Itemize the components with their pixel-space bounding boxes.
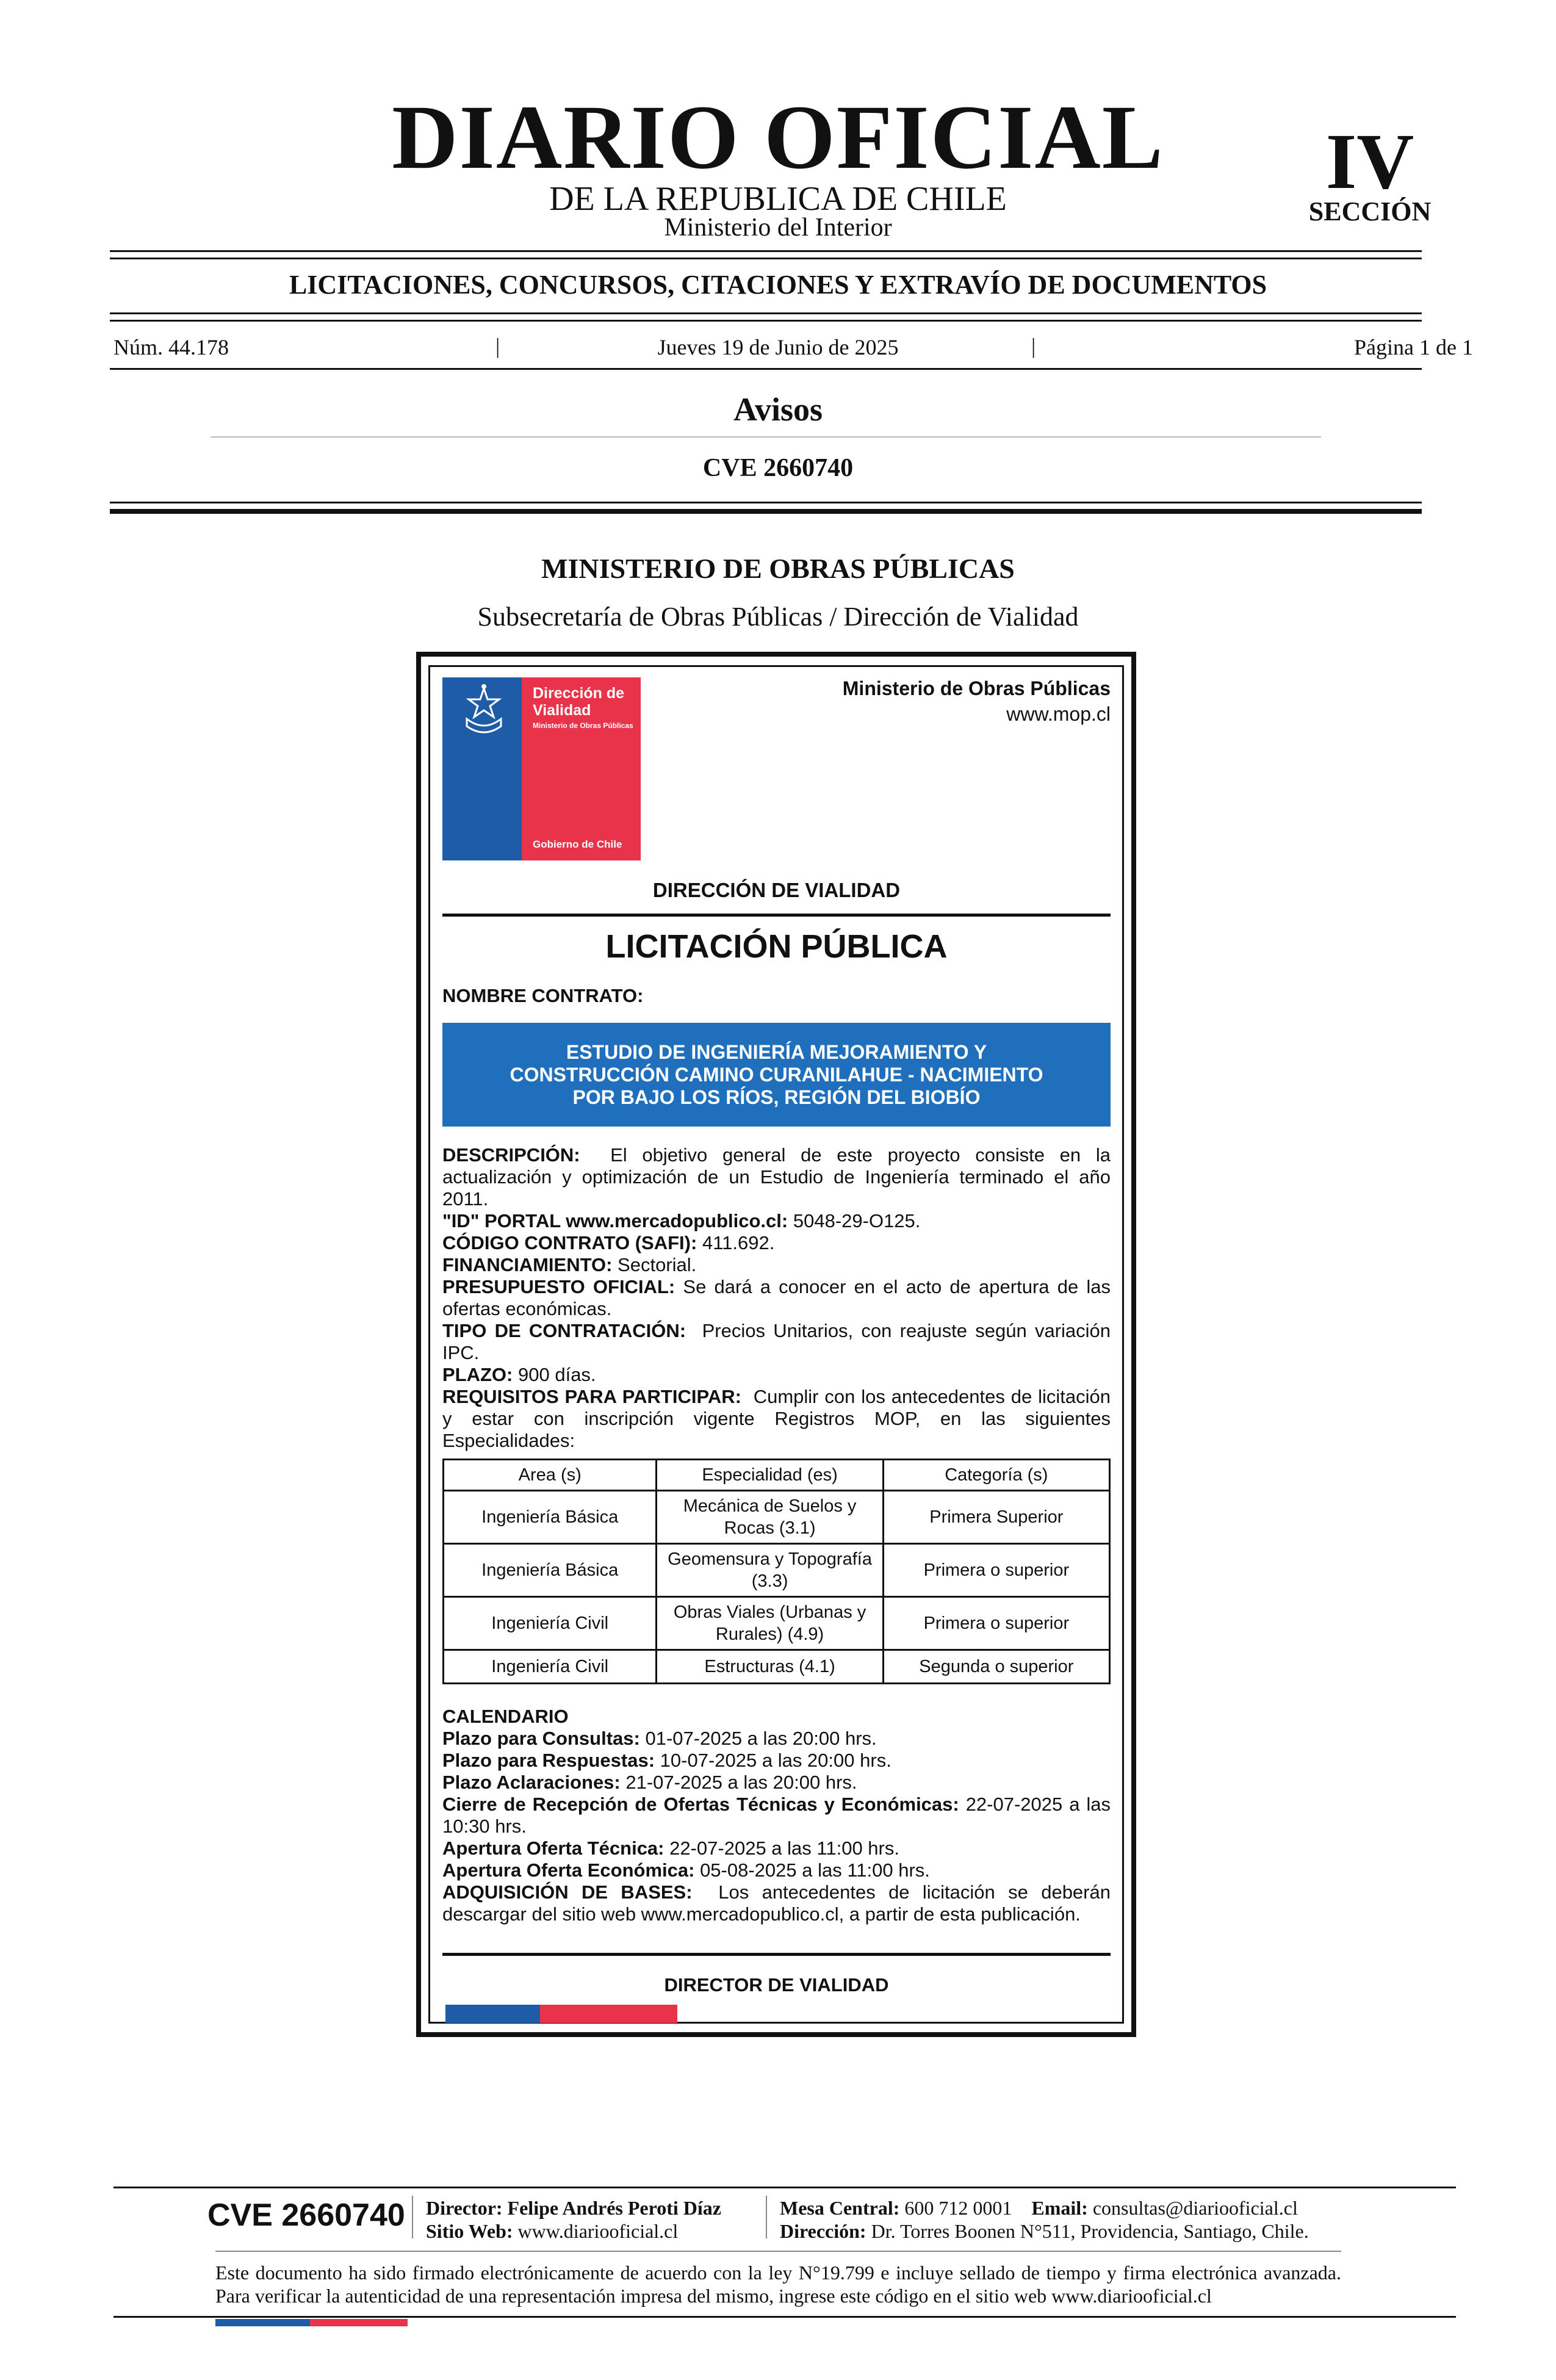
footer-email-link[interactable]: consultas@diariooficial.cl [1092,2197,1298,2219]
notice-title: LICITACIÓN PÚBLICA [605,928,948,965]
ministry-subtitle: Subsecretaría de Obras Públicas / Dirección de Vialidad [477,602,1079,632]
cve-code: CVE 2660740 [702,454,854,482]
signature: DIRECTOR DE VIALIDAD [664,1974,889,1996]
footer-rule-bottom [113,2316,1456,2318]
table-cell: Ingeniería Civil [444,1650,657,1684]
table-cell: Segunda o superior [883,1650,1109,1684]
table-header: Especialidad (es) [657,1460,883,1491]
footer-flag-red [310,2319,408,2326]
header-rule-top-1 [110,250,1422,252]
footer-separator [766,2196,767,2238]
table-cell: Primera Superior [883,1491,1109,1544]
separator-1: | [495,334,500,358]
cve-rule-2 [110,509,1422,514]
table-cell: Ingeniería Civil [444,1597,657,1650]
footer-address: Dirección: Dr. Torres Boonen N°511, Providencia, Santiago, Chile. [780,2220,1309,2242]
field-codigo-contrato: CÓDIGO CONTRATO (SAFI): 411.692. [442,1232,775,1253]
vialidad-logo [442,677,641,860]
flag-bar-blue [445,2005,540,2023]
table-row [444,1544,1110,1597]
table-cell: Mecánica de Suelos y Rocas (3.1) [657,1491,883,1544]
masthead-ministry: Ministerio del Interior [664,214,892,242]
table-header: Area (s) [444,1460,657,1491]
logo-government: Gobierno de Chile [533,838,622,850]
footer-cve: CVE 2660740 [207,2198,405,2233]
category-rule [211,436,1321,438]
separator-2: | [1031,334,1036,358]
calendar-item: ADQUISICIÓN DE BASES: Los antecedentes de licitación se deberán descargar del sitio web www.mercadopublico.cl, a partir de esta publicación. [442,1881,1111,1925]
calendar [442,1706,1111,1925]
calendar-item: Cierre de Recepción de Ofertas Técnicas y Económicas: 22-07-2025 a las 10:30 hrs. [442,1794,1111,1837]
table-cell: Primera o superior [883,1544,1109,1597]
section-label: SECCIÓN [1308,197,1432,226]
calendar-item: Plazo Aclaraciones: 21-07-2025 a las 20:00 hrs. [442,1772,857,1793]
cve-rule-1 [110,502,1422,503]
table-cell: Geomensura y Topografía (3.3) [657,1544,883,1597]
table-cell: Obras Viales (Urbanas y Rurales) (4.9) [657,1597,883,1650]
field-plazo: PLAZO: 900 días. [442,1364,596,1385]
footer-separator [412,2196,413,2238]
calendar-item: Apertura Oferta Económica: 05-08-2025 a las 11:00 hrs. [442,1859,930,1881]
issue-number: Núm. 44.178 [113,335,229,359]
masthead-title: DIARIO OFICIAL [392,87,1164,188]
calendar-item: Plazo para Respuestas: 10-07-2025 a las 20:00 hrs. [442,1750,891,1771]
field-presupuesto: PRESUPUESTO OFICIAL: Se dará a conocer en el acto de apertura de las ofertas económicas. [442,1276,1111,1319]
header-rule-top-2 [110,258,1422,259]
footer-website-link[interactable]: www.diariooficial.cl [517,2220,679,2242]
field-portal-id: "ID" PORTAL www.mercadopublico.cl: 5048-29-O125. [442,1210,921,1231]
field-requisitos: REQUISITOS PARA PARTICIPAR: Cumplir con los antecedentes de licitación y estar con inscripción vigente Registros MOP, en las siguientes Especialidades: [442,1386,1111,1451]
section-title: LICITACIONES, CONCURSOS, CITACIONES Y EXTRAVÍO DE DOCUMENTOS [289,270,1267,300]
table-row [444,1491,1110,1544]
department-heading: DIRECCIÓN DE VIALIDAD [652,879,901,901]
footer-rule-mid [215,2251,1341,2252]
table-cell: Estructuras (4.1) [657,1650,883,1684]
header-rule-mid-2 [110,320,1422,322]
flag-bar-red [540,2005,677,2023]
chile-coat-of-arms-icon [459,683,508,738]
requirements-table [442,1459,1111,1684]
notice-fields [442,1144,1111,1452]
footer-flag-blue [215,2319,310,2326]
logo-subtitle: Ministerio de Obras Públicas [533,721,633,730]
notice [442,677,1111,2014]
calendar-item: Apertura Oferta Técnica: 22-07-2025 a las 11:00 hrs. [442,1837,899,1859]
mop-name: Ministerio de Obras Públicas [842,677,1111,699]
mop-website: www.mop.cl [1006,703,1111,725]
table-header-row [444,1460,1110,1491]
table-row [444,1650,1110,1684]
table-cell: Primera o superior [883,1597,1109,1650]
field-descripcion: DESCRIPCIÓN: El objetivo general de este proyecto consiste en la actualización y optimización de un Estudio de Ingeniería terminado el año 2011. [442,1144,1111,1210]
table-cell: Ingeniería Básica [444,1544,657,1597]
footer-director: Director: Felipe Andrés Peroti Díaz [426,2197,721,2219]
signature-rule [442,1953,1111,1956]
footer-legal-notice: Este documento ha sido firmado electrónicamente de acuerdo con la ley N°19.799 e incluye sellado de tiempo y firma electrónica avanzada. Para verificar la autenticidad de una representación impresa del mismo, ingrese este código en el sitio web www.diariooficial.cl [215,2262,1341,2307]
contract-name-banner [442,1023,1111,1127]
category-title: Avisos [733,391,823,428]
issue-date: Jueves 19 de Junio de 2025 [657,335,899,359]
footer-website: Sitio Web: www.diariooficial.cl [426,2220,679,2242]
masthead-subtitle: DE LA REPUBLICA DE CHILE [549,180,1007,218]
contract-name: ESTUDIO DE INGENIERÍA MEJORAMIENTO Y CONSTRUCCIÓN CAMINO CURANILAHUE - NACIMIENTO POR BAJO LOS RÍOS, REGIÓN DEL BIOBÍO [510,1040,1043,1108]
footer-rule-top [113,2187,1456,2188]
contract-label: NOMBRE CONTRATO: [442,985,644,1006]
field-financiamiento: FINANCIAMIENTO: Sectorial. [442,1254,697,1275]
section-number: IV [1325,118,1414,206]
footer-contact: Mesa Central: 600 712 0001 Email: consultas@diariooficial.cl [780,2197,1298,2219]
logo-title: Dirección de Vialidad [533,685,625,719]
header-rule-mid-1 [110,312,1422,314]
calendar-item: Plazo para Consultas: 01-07-2025 a las 20:00 hrs. [442,1728,877,1749]
date-rule [110,368,1422,370]
table-cell: Ingeniería Básica [444,1491,657,1544]
calendar-title: CALENDARIO [442,1706,569,1727]
table-row [444,1597,1110,1650]
table-header: Categoría (s) [883,1460,1109,1491]
department-rule [442,914,1111,917]
field-tipo-contratacion: TIPO DE CONTRATACIÓN: Precios Unitarios, con reajuste según variación IPC. [442,1320,1111,1363]
page-number: Página 1 de 1 [1354,335,1473,359]
ministry-title: MINISTERIO DE OBRAS PÚBLICAS [541,553,1015,584]
